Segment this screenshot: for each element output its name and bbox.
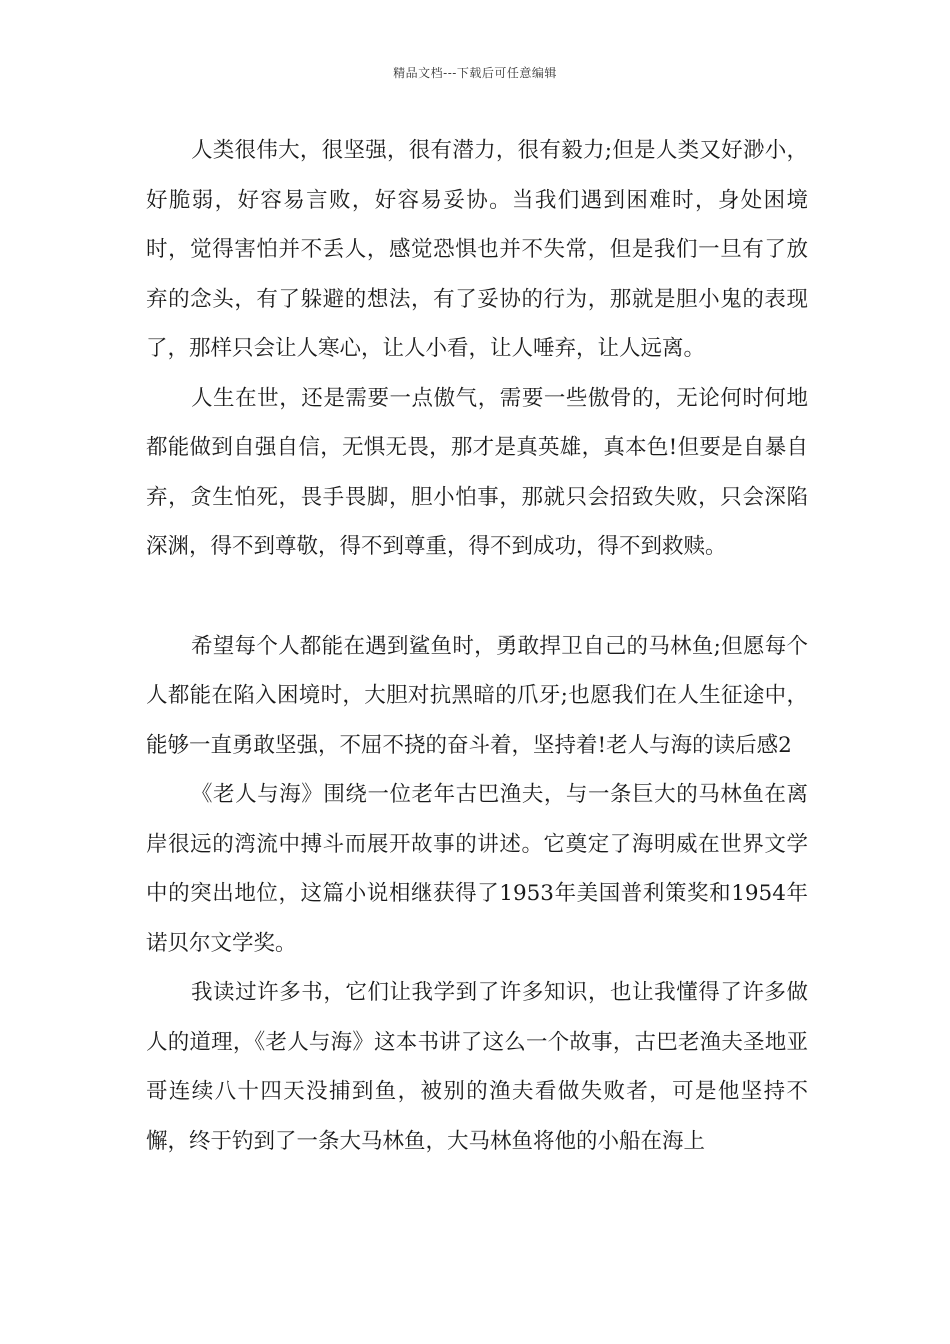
page-header: 精品文档---下载后可任意编辑 (393, 66, 557, 80)
paragraph-3: 希望每个人都能在遇到鲨鱼时，勇敢捍卫自己的马林鱼;但愿每个人都能在陷入困境时，大胆对抗黑暗的爪牙;也愿我们在人生征途中，能够一直勇敢坚强，不屈不挠的奋斗着，坚持着!老人与海的读后感2 (146, 633, 808, 758)
paragraph-1: 人类很伟大，很坚强，很有潜力，很有毅力;但是人类又好渺小，好脆弱，好容易言败，好容易妥协。当我们遇到困难时，身处困境时，觉得害怕并不丢人，感觉恐惧也并不失常，但是我们一旦有了放弃的念头，有了躲避的想法，有了妥协的行为，那就是胆小鬼的表现了，那样只会让人寒心，让人小看，让人唾弃，让人远离。 (146, 138, 808, 361)
paragraph-spacer (146, 572, 808, 622)
paragraph-4: 《老人与海》围绕一位老年古巴渔夫，与一条巨大的马林鱼在离岸很远的湾流中搏斗而展开故事的讲述。它奠定了海明威在世界文学中的突出地位，这篇小说相继获得了1953年美国普利策奖和1954年诺贝尔文学奖。 (146, 782, 808, 956)
paragraph-5: 我读过许多书，它们让我学到了许多知识，也让我懂得了许多做人的道理，《老人与海》这本书讲了这么一个故事，古巴老渔夫圣地亚哥连续八十四天没捕到鱼，被别的渔夫看做失败者，可是他坚持不懈，终于钓到了一条大马林鱼，大马林鱼将他的小船在海上 (146, 980, 808, 1154)
document-body (146, 126, 808, 1166)
paragraph-2: 人生在世，还是需要一点傲气，需要一些傲骨的，无论何时何地都能做到自强自信，无惧无畏，那才是真英雄，真本色!但要是自暴自弃，贪生怕死，畏手畏脚，胆小怕事，那就只会招致失败，只会深陷深渊，得不到尊敬，得不到尊重，得不到成功，得不到救赎。 (146, 385, 808, 559)
